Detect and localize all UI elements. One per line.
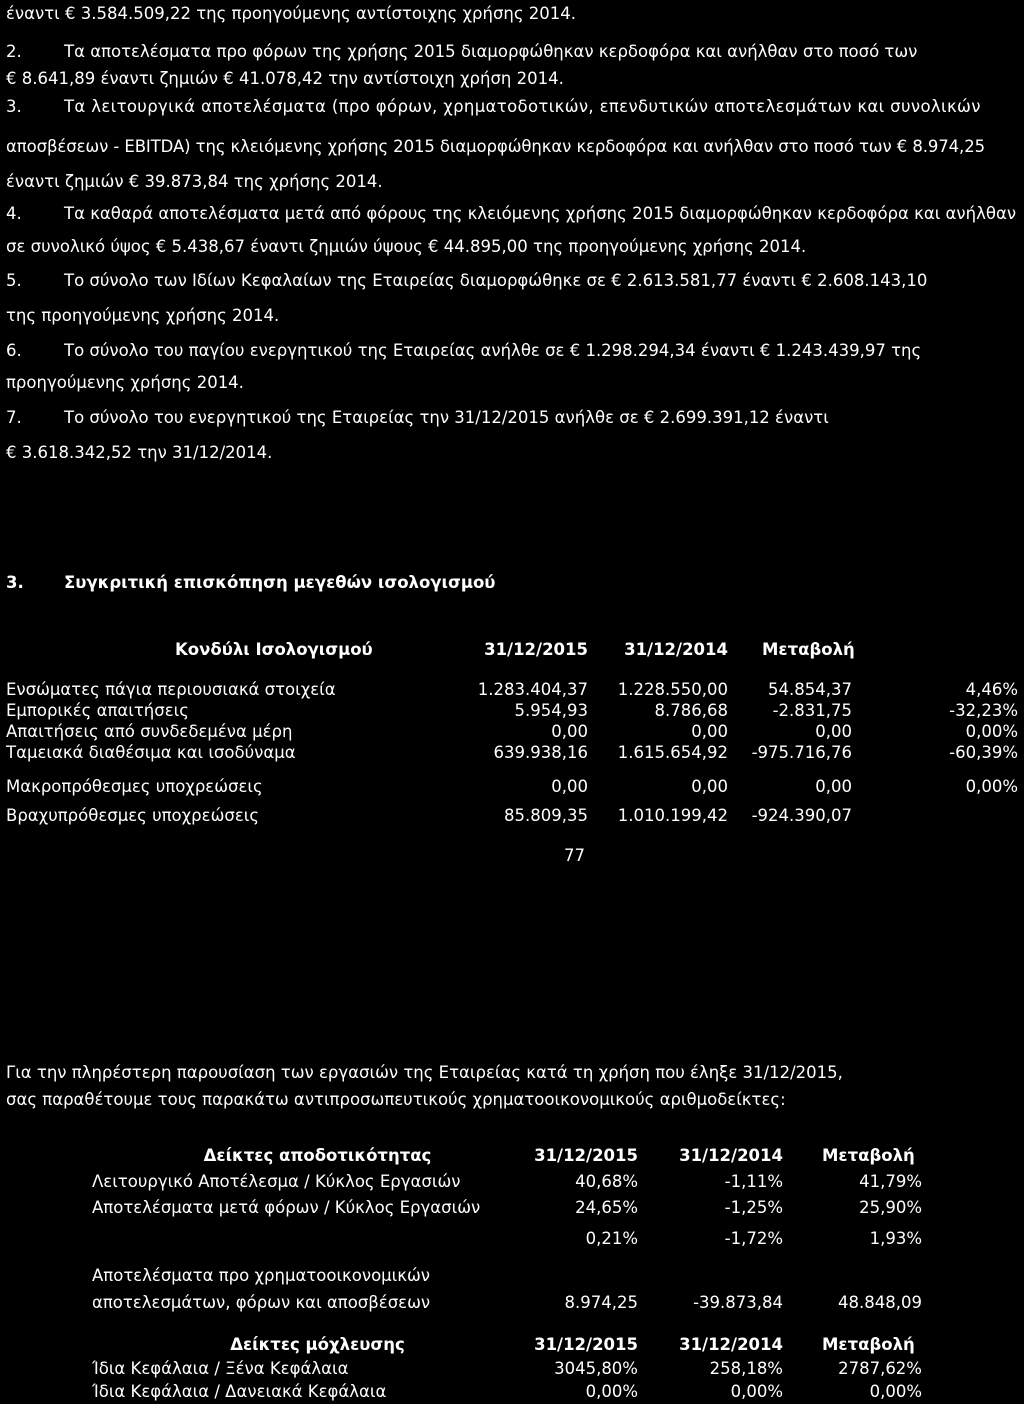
- value-2015: 5.954,93: [514, 701, 588, 720]
- column-header-change: Μεταβολή: [822, 1146, 915, 1165]
- value-2014: 0,00%: [730, 1382, 783, 1401]
- ratios-intro-line: σας παραθέτουμε τους παρακάτω αντιπροσωπευτικούς χρηματοοικονομικούς αριθμοδείκτες:: [6, 1090, 786, 1109]
- value-2014: 1.615.654,92: [617, 743, 728, 762]
- value-change: 54.854,37: [768, 680, 852, 699]
- row-label: Μακροπρόθεσμες υποχρεώσεις: [6, 777, 263, 796]
- value-change: 25,90%: [859, 1198, 922, 1217]
- value-change: 48.848,09: [838, 1293, 922, 1312]
- row-label: Λειτουργικό Αποτέλεσμα / Κύκλος Εργασιών: [92, 1172, 461, 1191]
- value-change-percent: -32,23%: [949, 701, 1018, 720]
- column-header-item: Κονδύλι Ισολογισμού: [175, 640, 373, 659]
- value-2015: 3045,80%: [554, 1359, 638, 1378]
- value-2015: 40,68%: [575, 1172, 638, 1191]
- item-text-line: αποσβέσεων - EBITDA) της κλειόμενης χρήσης 2015 διαμορφώθηκαν κερδοφόρα και ανήλθαν στο ποσό των € 8.974,25: [6, 137, 985, 156]
- value-2014: -1,25%: [724, 1198, 783, 1217]
- item-text-line: σε συνολικό ύψος € 5.438,67 έναντι ζημιών ύψους € 44.895,00 της προηγούμενης χρήσης 2014.: [6, 237, 807, 256]
- row-label: Αποτελέσματα προ χρηματοοικονομικών: [92, 1266, 431, 1285]
- column-header-change: Μεταβολή: [762, 640, 855, 659]
- item-text-line: προηγούμενης χρήσης 2014.: [6, 373, 244, 392]
- column-header-2014: 31/12/2014: [679, 1146, 783, 1165]
- value-2015: 0,00: [551, 722, 588, 741]
- row-label: Ενσώματες πάγια περιουσιακά στοιχεία: [6, 680, 336, 699]
- intro-line-0: έναντι € 3.584.509,22 της προηγούμενης αντίστοιχης χρήσης 2014.: [6, 4, 577, 23]
- value-2015: 8.974,25: [564, 1293, 638, 1312]
- column-header-2015: 31/12/2015: [534, 1335, 638, 1354]
- section-number: 3.: [6, 573, 24, 592]
- item-text-line: της προηγούμενης χρήσης 2014.: [6, 306, 280, 325]
- value-2014: 1.228.550,00: [617, 680, 728, 699]
- value-change: 0,00%: [869, 1382, 922, 1401]
- value-change-percent: 0,00%: [965, 722, 1018, 741]
- value-2014: -1,11%: [724, 1172, 783, 1191]
- item-text-line: Τα αποτελέσματα προ φόρων της χρήσης 2015 διαμορφώθηκαν κερδοφόρα και ανήλθαν στο ποσό των: [64, 42, 918, 61]
- value-2014: 8.786,68: [654, 701, 728, 720]
- row-label: Απαιτήσεις από συνδεδεμένα μέρη: [6, 722, 293, 741]
- item-text-line: Το σύνολο του ενεργητικού της Εταιρείας την 31/12/2015 ανήλθε σε € 2.699.391,12 έναντι: [64, 408, 829, 427]
- ratios-intro-line: Για την πληρέστερη παρουσίαση των εργασιών της Εταιρείας κατά τη χρήση που έληξε 31/12/2015,: [6, 1063, 843, 1082]
- section-title: Συγκριτική επισκόπηση μεγεθών ισολογισμού: [64, 573, 496, 592]
- item-number: 4.: [6, 204, 22, 223]
- column-header-2015: 31/12/2015: [534, 1146, 638, 1165]
- value-change: -924.390,07: [751, 806, 852, 825]
- column-header-item: Δείκτες μόχλευσης: [230, 1335, 405, 1354]
- value-change-percent: -60,39%: [949, 743, 1018, 762]
- item-text-line: έναντι ζημιών € 39.873,84 της χρήσης 2014.: [6, 172, 383, 191]
- row-label: Ίδια Κεφάλαια / Ξένα Κεφάλαια: [92, 1359, 349, 1378]
- row-label: Ταμειακά διαθέσιμα και ισοδύναμα: [6, 743, 296, 762]
- value-2015: 24,65%: [575, 1198, 638, 1217]
- column-header-2015: 31/12/2015: [484, 640, 588, 659]
- value-change: -975.716,76: [751, 743, 852, 762]
- column-header-2014: 31/12/2014: [679, 1335, 783, 1354]
- item-text-line: Τα καθαρά αποτελέσματα μετά από φόρους της κλειόμενης χρήσης 2015 διαμορφώθηκαν κερδοφόρα και ανήλθαν: [64, 204, 1017, 223]
- value-2015: 0,00%: [585, 1382, 638, 1401]
- value-change: 1,93%: [869, 1229, 922, 1248]
- column-header-change: Μεταβολή: [822, 1335, 915, 1354]
- value-2015: 85.809,35: [504, 806, 588, 825]
- item-number: 2.: [6, 42, 22, 61]
- item-text-line: Το σύνολο των Ιδίων Κεφαλαίων της Εταιρείας διαμορφώθηκε σε € 2.613.581,77 έναντι € 2.608.143,10: [64, 271, 928, 290]
- row-label: Αποτελέσματα μετά φόρων / Κύκλος Εργασιών: [92, 1198, 481, 1217]
- item-text-line: € 3.618.342,52 την 31/12/2014.: [6, 443, 273, 462]
- value-2014: 0,00: [691, 777, 728, 796]
- value-2014: -1,72%: [724, 1229, 783, 1248]
- value-2015: 0,00: [551, 777, 588, 796]
- value-change: 0,00: [815, 722, 852, 741]
- value-2015: 0,21%: [585, 1229, 638, 1248]
- value-change: 41,79%: [859, 1172, 922, 1191]
- item-number: 6.: [6, 341, 22, 360]
- value-2014: 258,18%: [709, 1359, 783, 1378]
- value-2014: 0,00: [691, 722, 728, 741]
- value-change: -2.831,75: [772, 701, 852, 720]
- item-number: 7.: [6, 408, 22, 427]
- item-text-line: Τα λειτουργικά αποτελέσματα (προ φόρων, χρηματοδοτικών, επενδυτικών αποτελεσμάτων και συνολικών: [64, 97, 981, 116]
- column-header-item: Δείκτες αποδοτικότητας: [203, 1146, 432, 1165]
- row-label: Βραχυπρόθεσμες υποχρεώσεις: [6, 806, 260, 825]
- row-label: Εμπορικές απαιτήσεις: [6, 701, 189, 720]
- item-text-line: Το σύνολο του παγίου ενεργητικού της Εταιρείας ανήλθε σε € 1.298.294,34 έναντι € 1.243.439,97 της: [64, 341, 922, 360]
- page-number: 77: [564, 846, 585, 865]
- item-text-line: € 8.641,89 έναντι ζημιών € 41.078,42 την αντίστοιχη χρήση 2014.: [6, 69, 564, 88]
- column-header-2014: 31/12/2014: [624, 640, 728, 659]
- value-2014: -39.873,84: [693, 1293, 783, 1312]
- item-number: 5.: [6, 271, 22, 290]
- value-2014: 1.010.199,42: [617, 806, 728, 825]
- row-label-continued: αποτελεσμάτων, φόρων και αποσβέσεων: [92, 1293, 431, 1312]
- value-2015: 639.938,16: [493, 743, 588, 762]
- value-change-percent: 0,00%: [965, 777, 1018, 796]
- value-change: 2787,62%: [838, 1359, 922, 1378]
- value-2015: 1.283.404,37: [477, 680, 588, 699]
- row-label: Ίδια Κεφάλαια / Δανειακά Κεφάλαια: [92, 1382, 387, 1401]
- value-change: 0,00: [815, 777, 852, 796]
- item-number: 3.: [6, 97, 22, 116]
- value-change-percent: 4,46%: [965, 680, 1018, 699]
